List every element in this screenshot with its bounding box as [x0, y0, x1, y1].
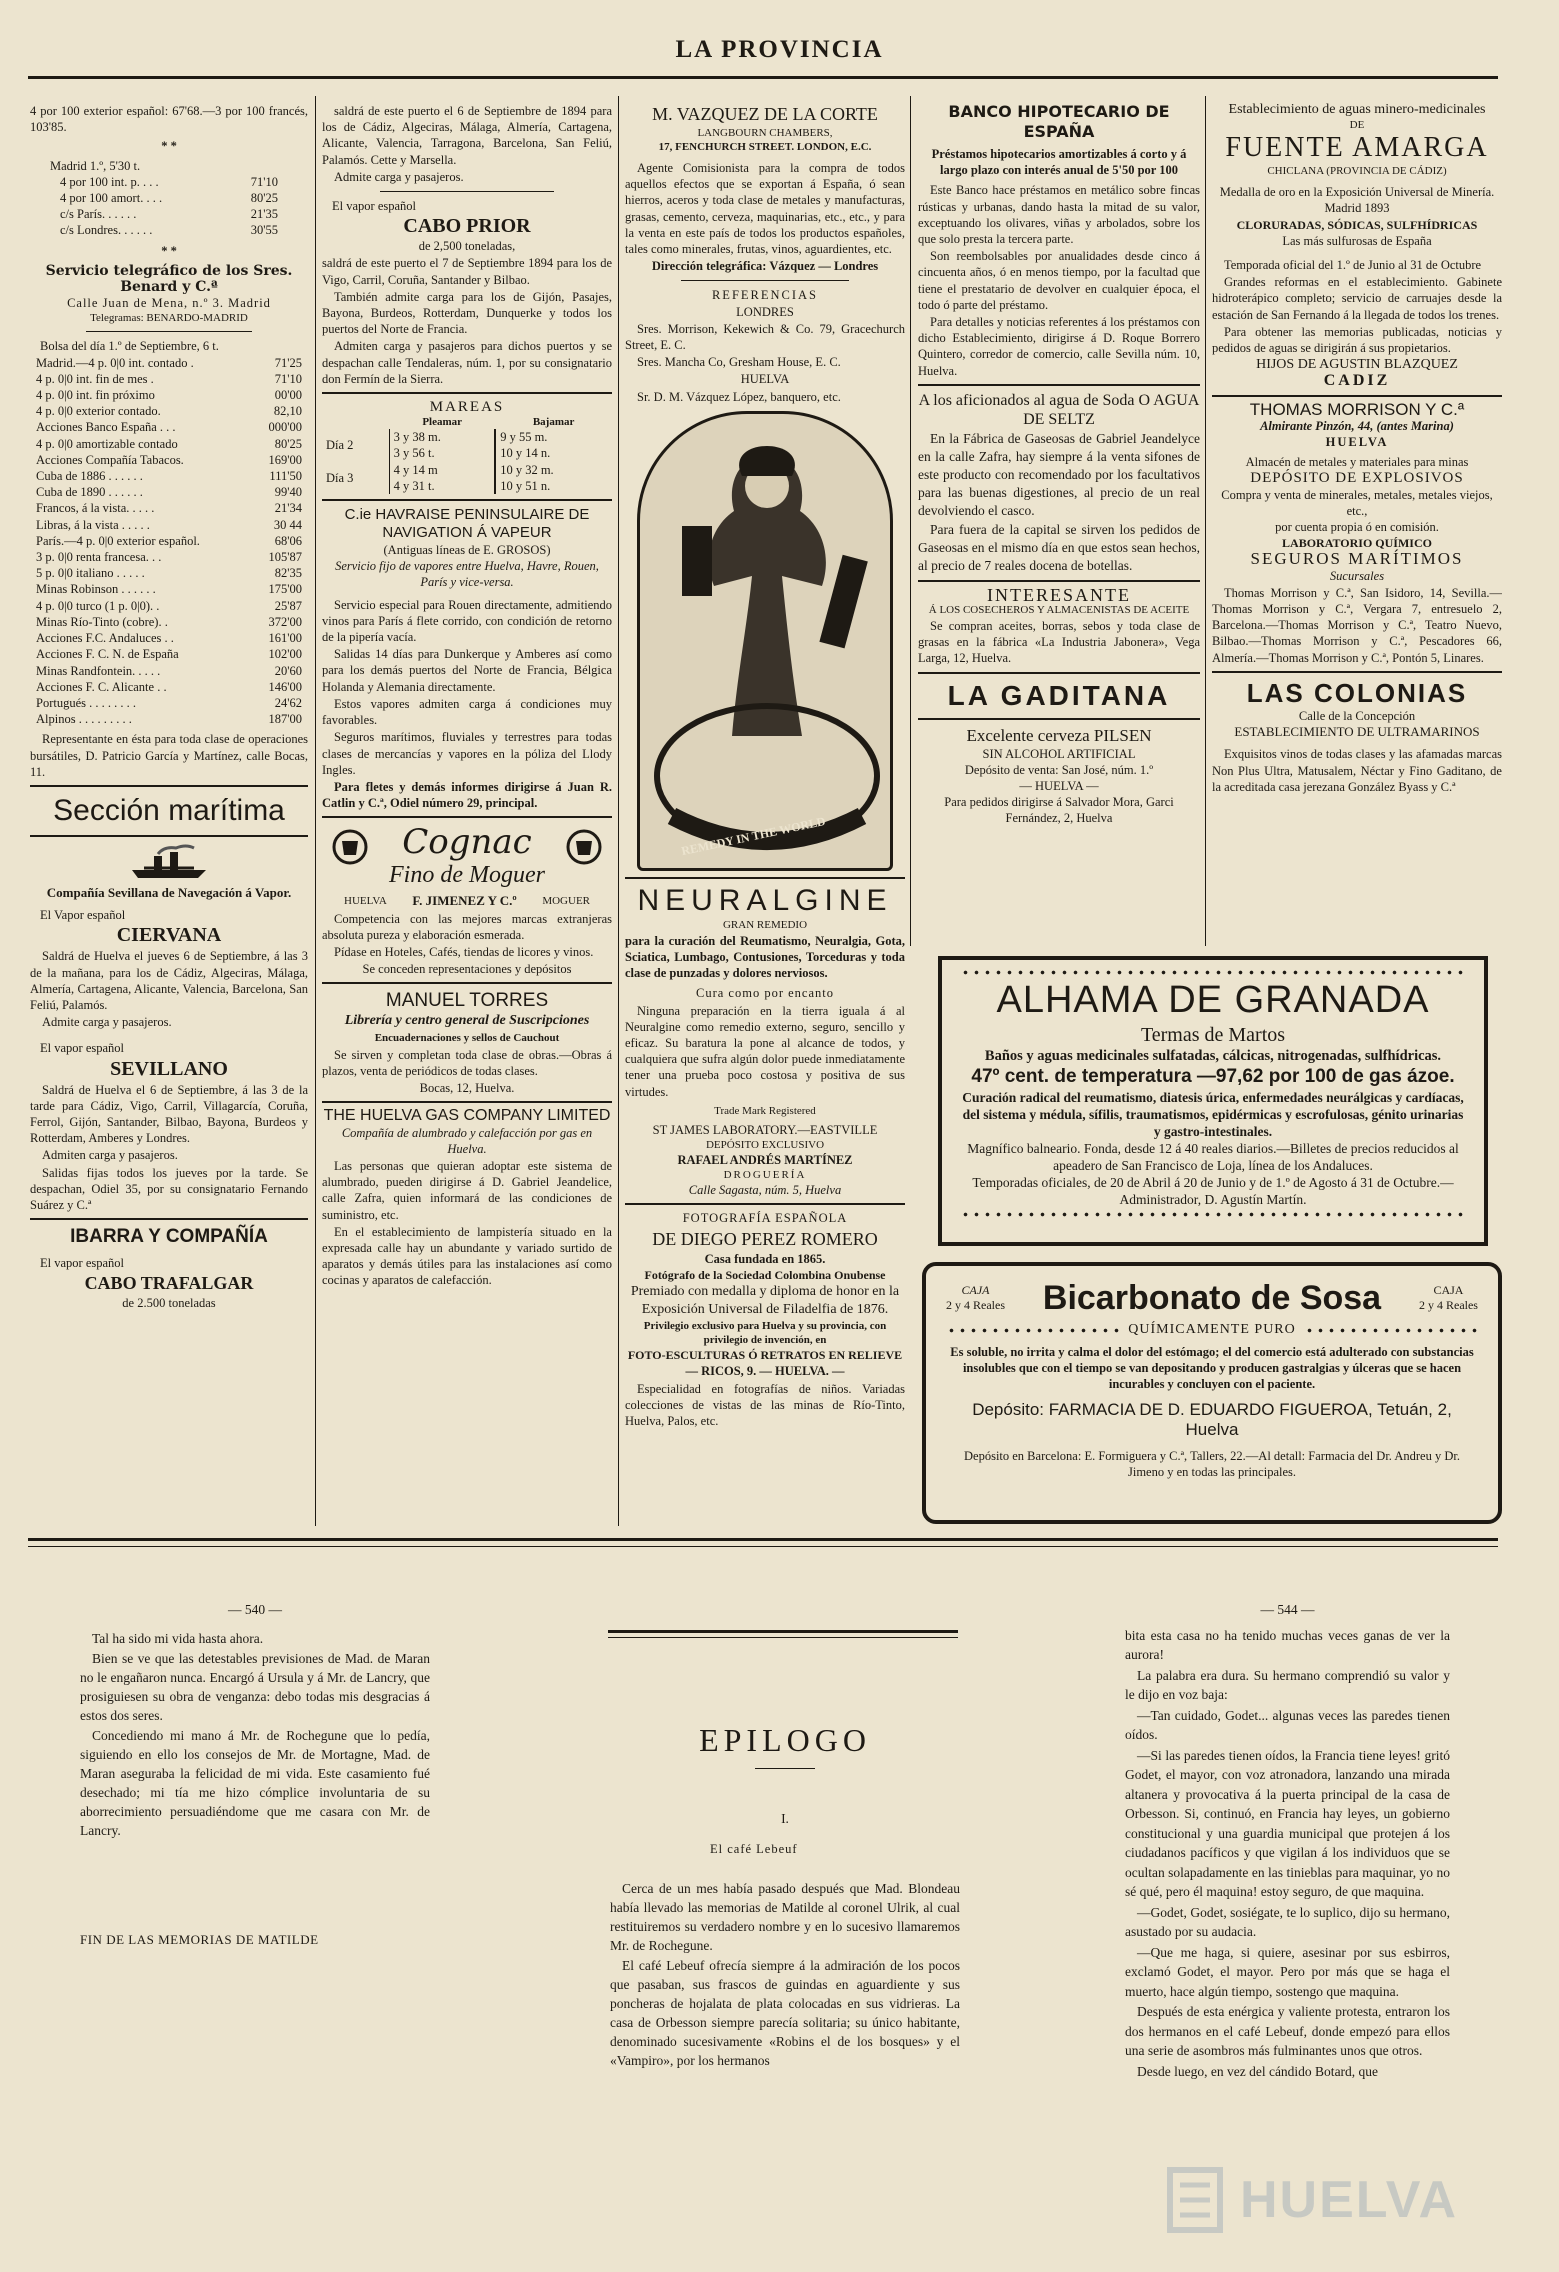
chapter-number: I. — [781, 1811, 789, 1826]
ad-address: Depósito de venta: San José, núm. 1.º — [964, 762, 1154, 777]
lab-name: ST JAMES LABORATORY.—EASTVILLE — [652, 1122, 878, 1137]
company-subtitle: Encuadernaciones y sellos de Cauchout — [374, 1031, 560, 1044]
stock-value: 99'40 — [274, 485, 302, 500]
stock-row — [36, 679, 302, 695]
ship-text: Salidas fijas todos los jueves por la tarde. Se despachan, Odiel 35, por su consignatario Fernando Suárez y C.ª — [30, 1165, 308, 1212]
address-line: LANGBOURN CHAMBERS, — [697, 127, 833, 139]
stock-row — [36, 500, 302, 516]
stock-label: París.—4 p. 0|0 exterior español. — [36, 533, 200, 548]
address-line: 17, FENCHURCH STREET. LONDON, E.C. — [658, 141, 872, 153]
company-title: THE HUELVA GAS COMPANY LIMITED — [323, 1107, 611, 1125]
ad-text: Seguros marítimos, fluviales y terrestres para todas clases de mercancías y vapores en la póliza del Llody Ingles. — [322, 730, 612, 777]
ad-text: Competencia con las mejores marcas extranjeras absoluta pureza y elaboración esmerada. — [322, 911, 612, 942]
trade-mark: Trade Mark Registered — [714, 1104, 816, 1117]
tides-title: MAREAS — [429, 399, 505, 416]
references-city: HUELVA — [740, 372, 790, 387]
ad-subtitle: LABORATORIO QUÍMICO — [1282, 536, 1432, 551]
deposit-label: DEPÓSITO EXCLUSIVO — [705, 1139, 825, 1152]
telegraph-title: Servicio telegráfico de los Sres. Benard y C.ª — [45, 262, 293, 296]
novel-end-label: FIN DE LAS MEMORIAS DE MATILDE — [80, 1932, 319, 1947]
bolsa-title: Bolsa del día 1.º de Septiembre, 6 t. — [40, 339, 219, 354]
ship-text: Saldrá de Huelva el jueves 6 de Septiembre, á las 3 de la mañana, para los de Cádiz, Algeciras, Málaga, Almería, Cartagena, Alicante, Valencia, Barcelona, San Feliú, Palamós. — [30, 949, 308, 1012]
ad-text: por cuenta propia ó en comisión. — [1275, 520, 1439, 535]
company-title: M. VAZQUEZ DE LA CORTE — [652, 104, 878, 124]
stock-value: 24'62 — [274, 695, 302, 710]
ad-text: Grandes reformas en el establecimiento. Gabinete hidroterápico completo; servicio de carruajes desde la estación de San Fernando á la llegada de todos los trenes. — [1212, 275, 1502, 322]
ad-subtitle: DE — [1349, 119, 1365, 132]
ad-text: En la Fábrica de Gaseosas de Gabriel Jeandelyce en la calle Zafra, hay siempre á la venta sifones de este producto con recomendado por los facultativos para las buenas digestiones, al precio de un real devolviendo el casco. — [918, 430, 1200, 518]
stock-label: Acciones Banco España . . . — [36, 420, 176, 435]
ad-text: Compra y venta de minerales, metales, metales viejos, etc., — [1221, 487, 1493, 518]
ad-text: Para detalles y noticias referentes á los préstamos con dicho Establecimiento, dirigirse á D. Roque Borrero Quintero, corredor de comercio, calle Sevilla núm. 10, Huelva. — [918, 315, 1200, 378]
stock-value: 21'34 — [274, 501, 302, 516]
novel-text: —Tan cuidado, Godet... algunas veces las paredes tienen oídos. — [1125, 1707, 1450, 1742]
madrid-title: Madrid 1.º, 5'30 t. — [50, 158, 141, 173]
alhama-text: Curación radical del reumatismo, diatesis úrica, enfermedades neurálgicas y cardíacas, del sistema y médula, sífilis, traumatismos, epidérmicas y escrofulosas, génito urinarias y gastro-intestinales. — [962, 1090, 1464, 1139]
ad-subtitle: CHICLANA (PROVINCIA DE CÁDIZ) — [1267, 165, 1447, 178]
ad-subtitle: ESTABLECIMIENTO DE ULTRAMARINOS — [1234, 724, 1480, 740]
ad-text: Las personas que quieran adoptar este sistema de alumbrado, pueden dirigirse á D. Gabriel Jeandelice, calle Zafra, quien informará de las condiciones de suministro, etc. — [322, 1158, 612, 1222]
stock-value: 82,10 — [273, 404, 302, 419]
cognac-logo — [322, 823, 612, 893]
bicarb-deposit: Depósito: FARMACIA DE D. EDUARDO FIGUEROA, Tetuán, 2, Huelva — [972, 1400, 1452, 1439]
stock-row — [36, 403, 302, 419]
company-title: INTERESANTE — [987, 584, 1131, 605]
crest-icon — [564, 827, 604, 867]
company-title: THOMAS MORRISON Y C.ª — [1249, 399, 1465, 419]
stock-value: 20'60 — [274, 663, 302, 678]
references-city: LONDRES — [736, 304, 794, 319]
stock-value: 30 44 — [273, 517, 302, 532]
stock-value: 105'87 — [268, 550, 302, 565]
stock-value: 111'50 — [269, 469, 302, 484]
stock-row — [36, 468, 302, 484]
bicarb-text: Es soluble, no irrita y calma el dolor del estómago; el del comercio está adulterado con substancias insolubles que con el tiempo se van depositando y producen gastralgias y úlceras que se hacen incurables y concluyen con el paciente. — [950, 1345, 1474, 1391]
steamship-icon — [124, 842, 214, 882]
ad-subtitle: Cura como por encanto — [696, 986, 834, 1001]
ad-text: Estos vapores admiten carga á condiciones muy favorables. — [322, 696, 612, 728]
brand-name: F. JIMENEZ Y C.º — [412, 893, 517, 909]
drugstore-label: DROGUERÍA — [723, 1169, 807, 1182]
ad-text: Se sirven y completan toda clase de obras.—Obras á plazos, venta de periódicos de todas clases. — [322, 1047, 612, 1078]
ad-text: Temporada oficial del 1.º de Junio al 31 de Octubre — [1224, 258, 1482, 273]
alhama-text: Baños y aguas medicinales sulfatadas, cálcicas, nitrogenadas, sulfhídricas. — [984, 1048, 1442, 1064]
ship-tonnage: de 2.500 toneladas — [122, 1296, 216, 1311]
epilogue-title: EPILOGO — [699, 1722, 871, 1758]
stock-row — [36, 355, 302, 371]
stock-label: Acciones Compañía Tabacos. — [36, 452, 184, 467]
ad-text: Este Banco hace préstamos en metálico sobre fincas rústicas y urbanas, dando hasta la mitad de su valor, exceptuando los olivares, viñas y arbolados, sobre los que solo presta la tercera parte. — [918, 183, 1200, 247]
stock-value: 146'00 — [268, 679, 302, 694]
stock-row — [36, 419, 302, 435]
ship-text: También admite carga para los de Gijón, Pasajes, Bayona, Burdeos, Rotterdam, Dunquerke y todos los puertos del Norte de Francia. — [322, 289, 612, 337]
ad-subtitle: GRAN REMEDIO — [722, 918, 808, 931]
novel-text: bita esta casa no ha tenido muchas veces ganas de ver la aurora! — [1125, 1627, 1450, 1662]
ad-subtitle: SEGUROS MARÍTIMOS — [1250, 549, 1464, 569]
stock-row — [36, 663, 302, 679]
epilogue-rule — [608, 1630, 958, 1633]
stock-value: 82'35 — [274, 566, 302, 581]
stock-label: Alpinos . . . . . . . . . — [36, 712, 132, 727]
ship-name: CIERVANA — [116, 924, 222, 947]
novel-left-page — [80, 1600, 430, 2020]
stock-value: 71'10 — [274, 371, 302, 386]
chapter-title: El café Lebeuf — [710, 1842, 798, 1856]
bicarbonato-ad — [922, 1262, 1502, 1524]
fino-title: Fino de Moguer — [389, 862, 545, 889]
archive-watermark — [1160, 2150, 1490, 2250]
column-bolsa: 4 por 100 exterior español: 67'68.—3 por 100 francés, 103'85. * * Madrid 1.º, 5'30 t. 4 por 100 int. p. . . . 71'10 4 por 100 amort. . . . 80'25 c/s París. . . . . . 21'35 c/s Londres. . . . . . 30'55 * * Servicio telegráfico de los Sres. Benard y C.ª Calle Juan de Mena, n.º 3. Madrid Telegramas: BENARDO-MADRID Bolsa del día 1.º de Septiembre, 6 t. Madrid.—4 p. 0|0 int. contado . 71'25 4 p. 0|0 int. fin de mes . 71'10 4 p. 0|0 int. fin próximo 00'00 4 p. 0|0 exterior contado. 82,10 Acciones Banco España . . . 000'00 4 p. 0|0 amortizable contado 80'25 Acciones Compañía Tabacos. 169'00 Cuba de 1886 . . . . . . 111'50 Cuba de 1890 . . . . . . 99'40 Francos, á la vista. . . . . 21'34 Libras, á la vista . . . . . 30 44 París.—4 p. 0|0 exterior español. 68'06 3 p. 0|0 renta francesa. . . 105'87 5 p. 0|0 italiano . . . . . 82'35 Minas Robinson . . . . . . 175'00 4 p. 0|0 turco (1 p. 0|0). . 25'87 Minas Río-Tinto (cobre). . 372'00 Acciones F.C. Andaluces . . 161'00 Acciones F. C. N. de España 102'00 Minas Randfontein. . . . . 20'60 Acciones F. C. Alicante . . 146'00 Portugués . . . . . . . . 24'62 Alpinos . . . . . . . . . 187'00 Representante en ésta para toda clase de operaciones bursátiles, D. Patricio García y Martínez, calle Bocas, 11. Sección marítima Compañía Sevillana de Navegación á Vapor. El Vapor español CIERVANA Saldrá de Huelva el jueves 6 de Septiembre, á las 3 de la mañana, para los de Cádiz, Algeciras, Málaga, Almería, Cartagena, Alicante, Valencia, Barcelona, San Feliú, Palamós. Admite carga y pasajeros. El vapor español SEVILLANO Saldrá de Huelva el 6 de Septiembre, á las 3 de la tarde para Cádiz, Vigo, Carril, Villagarcía, Coruña, Ferrol, Gijón, Santander, Bilbao, Bayona, Burdeos y Rotterdam, Amberes y Londres. Admiten carga y pasajeros. Salidas fijas todos los jueves por la tarde. Se despachan, Odiel 35, por su consignatario Fernando Suárez y C.ª IBARRA Y COMPAÑÍA El vapor español CABO TRAFALGAR de 2.500 toneladas — [30, 104, 308, 1311]
madrid-row: c/s París. . . . . . 21'35 — [60, 207, 278, 222]
references-title: REFERENCIAS — [711, 288, 819, 303]
novel-text: Concediendo mi mano á Mr. de Rochegune que lo pedía, siguiendo en ello los consejos de Mr. de Mortagne, Mad. de Maran aseguraba la felicidad de mi vida. Este casamiento fué desechado; mi tía me hizo cómplice involuntaria de su aborrecimiento persuadiéndome que me casara con Mr. de Lancry. — [80, 1728, 430, 1838]
novel-middle-page — [610, 1720, 960, 2160]
vapor-label: El Vapor español — [40, 908, 126, 923]
stock-row — [36, 630, 302, 646]
ship-text: Admiten carga y pasajeros para dichos puertos y se despachan calle Tendaleras, núm. 1, por su consignatario don Fermín de la Sierra. — [322, 339, 612, 386]
company-subtitle: (Antiguas líneas de E. GROSOS) — [383, 543, 551, 558]
ad-text: Se compran aceites, borras, sebos y toda clase de grasas en la fábrica «La Industria Jabonera», Vega Larga, 12, Huelva. — [918, 619, 1200, 666]
ad-signature: CADIZ — [1323, 372, 1391, 390]
ship-name: SEVILLANO — [110, 1057, 228, 1080]
stock-row — [36, 371, 302, 387]
ad-address: Calle Sagasta, núm. 5, Huelva — [688, 1183, 842, 1198]
ad-text: Sres. Morrison, Kekewich & Co. 79, Gracechurch Street, E. C. — [625, 321, 905, 353]
novel-text: —Que me haga, si quiere, asesinar por sus esbirros, exclamó Godet, el mayor. Pero por más que se haga el muerto, hace algún tiempo, sostengo que maquina. — [1125, 1944, 1450, 1999]
col-divider — [315, 96, 316, 1526]
stock-row — [36, 452, 302, 468]
tide-day: Día 3 — [322, 462, 389, 494]
ad-text: Se conceden representaciones y depósitos — [362, 962, 572, 977]
remedy-banner: REMEDY IN THE WORLD — [680, 813, 827, 858]
fuente-title: FUENTE AMARGA — [1225, 132, 1489, 164]
ad-address: — RICOS, 9. — HUELVA. — — [685, 1364, 845, 1379]
ad-text: Medalla de oro en la Exposición Universal de Minería. Madrid 1893 — [1219, 185, 1495, 216]
ad-text: para la curación del Reumatismo, Neuralgia, Gota, Sciatica, Lumbago, Contusiones, Torceduras y toda clase de punzadas y dolores nerviosos. — [625, 933, 905, 981]
ad-address: Bocas, 12, Huelva. — [419, 1081, 515, 1096]
ad-subtitle: SIN ALCOHOL ARTIFICIAL — [982, 746, 1136, 761]
novel-text: Después de esta enérgica y valiente protesta, entraron los dos hermanos en el café Lebeuf, donde empezó para ellos una serie de asombros más fulminantes unos que otros. — [1125, 2004, 1450, 2058]
stock-label: Acciones F.C. Andaluces . . — [36, 631, 174, 646]
column-vazquez — [625, 102, 905, 1532]
neuralgine-illustration — [637, 411, 893, 871]
ad-text: Las más sulfurosas de España — [1282, 233, 1432, 248]
archive-logo-icon — [1160, 2160, 1230, 2240]
ad-text: Sr. D. M. Vázquez López, banquero, etc. — [637, 389, 841, 404]
alhama-temperature: 47º cent. de temperatura —97,62 por 100 de gas ázoe. — [971, 1066, 1455, 1087]
ad-text: Para pedidos dirigirse á Salvador Mora, Garci Fernández, 2, Huelva — [944, 795, 1174, 826]
ad-text: Para fuera de la capital se sirven los pedidos de Gaseosas en el mismo día en que estos sean hechos, al precio de 7 reales docena de botellas. — [918, 521, 1200, 573]
ad-text: Para obtener las memorias publicadas, noticias y pedidos de aguas se dirigirán á sus propietarios. — [1212, 324, 1502, 356]
ship-note: Admite carga y pasajeros. — [42, 1015, 172, 1030]
stock-label: Portugués . . . . . . . . — [36, 695, 136, 710]
stock-label: Minas Río-Tinto (cobre). . — [36, 614, 168, 629]
ad-subtitle: Préstamos hipotecarios amortizables á corto y á largo plazo con interés anual de 5'50 por 100 — [931, 147, 1187, 178]
novel-text: Bien se ve que las detestables previsiones de Mad. de Maran no le engañaron nunca. Encargó á Ursula y á Mr. de Lancry, que prosiguiesen su obra de venganza: debo todas mis desgracias á estos dos seres. — [80, 1651, 430, 1723]
company-title: C.ie HAVRAISE PENINSULAIRE DE NAVIGATION Á VAPEUR — [344, 506, 590, 542]
stock-label: Cuba de 1890 . . . . . . — [36, 485, 143, 500]
novel-text: Desde luego, en vez del cándido Botard, que — [1137, 2063, 1379, 2079]
woman-illustration-icon — [642, 416, 892, 866]
ship-tonnage: de 2,500 toneladas, — [418, 239, 516, 254]
company-title: BANCO HIPOTECARIO DE ESPAÑA — [948, 102, 1170, 141]
price-label: 2 y 4 Reales — [946, 1298, 1005, 1312]
bolsa-list — [30, 355, 308, 728]
stock-row — [36, 614, 302, 630]
col-divider — [618, 96, 619, 1526]
box-label: CAJA — [961, 1283, 990, 1297]
column-fuente — [1212, 102, 1502, 942]
stock-row — [36, 517, 302, 533]
ad-text: Pídase en Hoteles, Cafés, tiendas de licores y vinos. — [334, 944, 594, 959]
novel-text: El café Lebeuf ofrecía siempre á la admiración de los pocos que pasaban, sus frascos de guindas en aguardiente y sus poncheras de hojalata de plata colocadas en sus vidrieras. La casa de Orbesson siempre parecía solitaria; su único habitante, denominado sucesivamente «Robins el de los bosques» y el «Vampiro», por los hermanos — [610, 1958, 960, 2068]
stock-value: 175'00 — [268, 582, 302, 597]
novel-text: Tal ha sido mi vida hasta ahora. — [92, 1631, 264, 1646]
novel-text: Cerca de un mes había pasado después que Mad. Blondeau había llevado las memorias de Matilde al coronel Ulrik, al cual restituiremos su verdadero nombre y en lo sucesivo llamaremos Mr. de Rochegune. — [610, 1881, 960, 1953]
stock-label: Madrid.—4 p. 0|0 int. contado . — [36, 355, 194, 370]
novel-text: La palabra era dura. Su hermano comprendió su valor y le dijo en voz baja: — [1125, 1667, 1450, 1702]
stock-label: 4 p. 0|0 amortizable contado — [36, 436, 178, 451]
druggist-name: RAFAEL ANDRÉS MARTÍNEZ — [677, 1153, 853, 1168]
stock-label: Francos, á la vista. . . . . — [36, 501, 155, 516]
stock-value: 372'00 — [268, 614, 302, 629]
gaditana-title: LA GADITANA — [947, 679, 1171, 711]
company-title: IBARRA Y COMPAÑÍA — [70, 1226, 268, 1248]
madrid-list — [60, 174, 278, 239]
ad-subtitle: CLORURADAS, SÓDICAS, SULFHÍDRICAS — [1236, 217, 1478, 232]
section-divider — [28, 1546, 1498, 1547]
ad-text: Casa fundada en 1865. — [704, 1251, 826, 1266]
stock-label: Libras, á la vista . . . . . — [36, 517, 150, 532]
stock-value: 71'25 — [274, 355, 302, 370]
stock-label: Minas Robinson . . . . . . — [36, 582, 156, 597]
stock-value: 000'00 — [268, 420, 302, 435]
ship-name: CABO TRAFALGAR — [84, 1273, 254, 1294]
stock-label: 4 p. 0|0 exterior contado. — [36, 404, 161, 419]
company-subtitle: Compañía de alumbrado y calefacción por gas en Huelva. — [341, 1125, 593, 1156]
stock-label: Acciones F. C. Alicante . . — [36, 679, 167, 694]
madrid-row: 4 por 100 amort. . . . 80'25 — [60, 191, 278, 206]
ad-text: Agente Comisionista para la compra de todos aquellos efectos que se exportan á España, ó sean hierros, aceros y toda clase de metales y manufacturas, grasas, cemento, cerveza, maquinarias, etc., etc., y para la venta en este país de todos los productos españoles, tales como minerales, frutas, vinos, aguardientes, etc. — [625, 161, 905, 257]
crest-icon — [330, 827, 370, 867]
ad-subtitle: Establecimiento de aguas minero-medicinales — [1228, 102, 1486, 117]
ad-subtitle: Á LOS COSECHEROS Y ALMACENISTAS DE ACEITE — [928, 604, 1190, 617]
stock-row — [36, 549, 302, 565]
ship-text: saldrá de este puerto el 6 de Septiembre de 1894 para los de Cádiz, Algeciras, Málaga, Almería, Cartagena, Alicante, Valencia, Tarragona, Barcelona, San Feliú, Palamós. Cette y Marsella. — [322, 104, 612, 167]
colonias-title: LAS COLONIAS — [1246, 677, 1468, 708]
stock-label: 5 p. 0|0 italiano . . . . . — [36, 566, 145, 581]
city-label: HUELVA — [344, 895, 387, 908]
ad-text: Salidas 14 días para Dunkerque y Amberes así como para los demás puertos del Norte de Francia, Bélgica Holanda y Alemania directamente. — [322, 647, 612, 694]
ad-address: HUELVA — [1325, 435, 1389, 450]
city-label: MOGUER — [542, 895, 590, 908]
stock-label: 4 p. 0|0 int. fin de mes . — [36, 371, 154, 386]
stock-value: 25'87 — [274, 598, 302, 613]
col-divider — [1205, 96, 1206, 946]
madrid-row: 4 por 100 int. p. . . . 71'10 — [60, 174, 278, 189]
stock-row — [36, 387, 302, 403]
stock-label: 4 p. 0|0 turco (1 p. 0|0). . — [36, 598, 160, 613]
company-title: Compañía Sevillana de Navegación á Vapor. — [46, 884, 292, 900]
company-title: A los aficionados al agua de Soda O AGUA DE SELTZ — [918, 391, 1200, 428]
bicarb-text: Depósito en Barcelona: E. Formiguera y C.ª, Tallers, 22.—Al detall: Farmacia del Dr. Andreu y Dr. Jimeno y en todas las principales. — [964, 1449, 1460, 1479]
stock-row — [36, 533, 302, 549]
section-divider — [28, 1538, 1498, 1541]
watermark-text: HUELVA — [1240, 2171, 1459, 2229]
novel-text: —Godet, Godet, sosiégate, te lo suplico, dijo su hermano, asustado por su audacia. — [1125, 1904, 1450, 1939]
ad-text: Servicio especial para Rouen directamente, admitiendo vinos para París á flete corrido, con condición de retorno de la pipería vacía. — [322, 597, 612, 645]
neuralgine-title: NEURALGINE — [637, 883, 893, 917]
ad-address: Almirante Pinzón, 44, (antes Marina) — [1260, 418, 1454, 433]
col-divider — [910, 96, 911, 946]
stock-label: Cuba de 1886 . . . . . . — [36, 469, 143, 484]
stock-row — [36, 646, 302, 662]
stock-label: 3 p. 0|0 renta francesa. . . — [36, 550, 162, 565]
page-number: — 544 — — [1260, 1602, 1315, 1617]
stock-label: Acciones F. C. N. de España — [36, 647, 179, 662]
ad-text: Para fletes y demás informes dirigirse á Juan R. Catlin y C.ª, Odiel número 29, principal. — [322, 779, 612, 811]
ad-text: Privilegio exclusivo para Huelva y su provincia, con privilegio de invención, en — [643, 1320, 887, 1347]
telegraph-address: Calle Juan de Mena, n.º 3. Madrid — [67, 296, 271, 311]
ad-address: Calle de la Concepción — [1298, 708, 1416, 723]
stock-value: 187'00 — [268, 712, 302, 727]
tide-day: Día 2 — [322, 429, 389, 461]
stock-row — [36, 598, 302, 614]
alhama-text: Magnífico balneario. Fonda, desde 12 á 40 reales diarios.—Billetes de precios reducidos al apeadero de San Francisco de Loja, línea de los Andaluces. — [967, 1141, 1459, 1173]
vapor-label: El vapor español — [332, 199, 417, 214]
box-label: CAJA — [1433, 1283, 1464, 1297]
price-label: 2 y 4 Reales — [1418, 1298, 1478, 1312]
stock-value: 68'06 — [274, 533, 302, 548]
stock-row — [36, 565, 302, 581]
stock-row — [36, 711, 302, 727]
ad-text: Ninguna preparación en la tierra iguala á al Neuralgine como remedio externo, seguro, sencillo y eficaz. Su baratura la pone al alcance de todos, y cualquiera que sufra algún dolor puede inmediatamente tener una prueba poco costosa y positiva de sus virtudes. — [625, 1003, 905, 1099]
madrid-row: c/s Londres. . . . . . 30'55 — [60, 223, 278, 238]
alhama-ad — [938, 956, 1488, 1246]
ship-text: saldrá de este puerto el 7 de Septiembre 1894 para los de Vigo, Carril, Coruña, Santander y Bilbao. — [322, 256, 612, 287]
ship-name: CABO PRIOR — [403, 215, 531, 238]
stock-value: 169'00 — [268, 452, 302, 467]
tides-table: Pleamar Bajamar Día 2 3 y 38 m. 3 y 56 t. 9 y 55 m. 10 y 14 n. Día 3 4 y 14 m 4 y 31 t. 10 y 32 m. 10 y 51 n. — [322, 415, 612, 494]
ship-note: Admite carga y pasajeros. — [334, 169, 464, 184]
company-subtitle: Servicio fijo de vapores entre Huelva, Havre, Rouen, París y vice-versa. — [335, 559, 599, 590]
intro-text: 4 por 100 exterior español: 67'68.—3 por 100 francés, 103'85. — [30, 104, 308, 135]
company-subtitle: Librería y centro general de Suscripciones — [344, 1013, 590, 1029]
bicarbonato-title: Bicarbonato de Sosa — [1042, 1279, 1382, 1317]
ship-text: Saldrá de Huelva el 6 de Septiembre, á las 3 de la tarde para Cádiz, Vigo, Carril, Villagarcía, Coruña, Ferrol, Gijón, Santander, Bilbao, Bayona, Burdeos y Rotterdam, Amberes y Londres. — [30, 1082, 308, 1146]
vapor-label: El vapor español — [40, 1041, 125, 1056]
ad-text: En el establecimiento de lampistería situado en la expresada calle hay un abundante y variado surtido de aparatos y demás útiles para las instalaciones así como cocinas y aparatos de calefacción. — [322, 1224, 612, 1288]
alhama-title: ALHAMA DE GRANADA — [996, 979, 1430, 1021]
ad-subtitle: DEPÓSITO DE EXPLOSIVOS — [1250, 470, 1464, 487]
ad-text: Thomas Morrison y C.ª, San Isidoro, 14, Sevilla.—Thomas Morrison y C.ª, Vergara 7, entresuelo 2, Barcelona.—Thomas Morrison y C.ª, Teatro Nuevo, Bilbao.—Thomas Morrison y C.ª, Pescadores 66, Almería.—Thomas Morrison y C.ª, Pontón 5, Linares. — [1212, 585, 1502, 665]
newspaper-title: LA PROVINCIA — [675, 36, 884, 63]
company-title: DE DIEGO PEREZ ROMERO — [652, 1228, 878, 1249]
ad-text: Exquisitos vinos de todas clases y las afamadas marcas Non Plus Ultra, Matusalem, Néctar y Fino Gaditano, de la acreditada casa jerezana González Byass y C.ª — [1212, 747, 1502, 794]
vapor-label: El vapor español — [40, 1256, 125, 1271]
column-banco — [918, 102, 1200, 942]
ad-text: Premiado con medalla y diploma de honor en la Exposición Universal de Filadelfia de 1876. — [630, 1284, 900, 1318]
purity-label: QUÍMICAMENTE PURO — [1128, 1322, 1296, 1337]
stock-row — [36, 581, 302, 597]
stock-value: 102'00 — [268, 647, 302, 662]
stock-row — [36, 695, 302, 711]
ad-address: — HUELVA — — [1019, 779, 1099, 794]
ad-text: Fotógrafo de la Sociedad Colombina Onubense — [644, 1267, 886, 1282]
tide-header: Pleamar — [422, 416, 463, 429]
stock-label: Minas Randfontein. . . . . — [36, 663, 161, 678]
section-title: Sección marítima — [53, 793, 285, 827]
company-title: FOTOGRAFÍA ESPAÑOLA — [682, 1211, 848, 1226]
stock-row — [36, 436, 302, 452]
ad-subtitle: Sucursales — [1329, 568, 1385, 583]
representative-text: Representante en ésta para toda clase de operaciones bursátiles, D. Patricio García y Martínez, calle Bocas, 11. — [30, 732, 308, 779]
ad-text: Son reembolsables por anualidades desde cinco á cincuenta años, ó en menos tiempo, por la facultad que tiene el prestatario de devolver en cualquier época, el todo ó parte del préstamo. — [918, 249, 1200, 312]
alhama-text: Temporadas oficiales, de 20 de Abril á 20 de Junio y de 1.º de Agosto á 31 de Octubre.—Administrador, D. Agustín Martín. — [972, 1175, 1454, 1207]
stock-value: 80'25 — [274, 436, 302, 451]
ad-text: FOTO-ESCULTURAS Ó RETRATOS EN RELIEVE — [627, 1348, 903, 1363]
page-number: — 540 — — [228, 1602, 282, 1617]
stock-value: 161'00 — [268, 631, 302, 646]
telegraph-address: Dirección telegráfica: Vázquez — Londres — [651, 259, 879, 274]
ad-text: Especialidad en fotografías de niños. Variadas colecciones de vistas de las minas de Río-Tinto, Huelva, Palos, etc. — [625, 1381, 905, 1428]
stock-row — [36, 484, 302, 500]
stock-label: 4 p. 0|0 int. fin próximo — [36, 388, 155, 403]
ship-note: Admiten carga y pasajeros. — [42, 1148, 178, 1163]
epilogue-rule — [608, 1637, 958, 1638]
alhama-subtitle: Termas de Martos — [1140, 1024, 1286, 1046]
masthead — [0, 36, 1559, 64]
tide-header: Bajamar — [532, 416, 575, 429]
stock-value: 00'00 — [274, 388, 302, 403]
ad-text: Sres. Mancha Co, Gresham House, E. C. — [637, 355, 841, 370]
company-title: MANUEL TORRES — [385, 990, 549, 1012]
column-navigation — [322, 102, 612, 1532]
telegraph-cable: Telegramas: BENARDO-MADRID — [90, 312, 248, 325]
masthead-rule — [28, 76, 1498, 79]
ad-signature: HIJOS DE AGUSTIN BLAZQUEZ — [1256, 357, 1458, 373]
ad-text: Almacén de metales y materiales para minas — [1245, 455, 1469, 470]
novel-text: —Si las paredes tienen oídos, la Francia tiene leyes! gritó Godet, el mayor, con voz atronadora, lanzando una mirada altanera y provocativa á la puerta principal de la casa de Orbesson. Si, continuó, en Francia hay leyes, un gobierno constitucional y una guardia municipal que protejen á los ciudadanos pacíficos y que vigilan á los individuos que se ocultan solapadamente en las tinieblas para maquinar, yo no sé qué, pero él maquina! estoy seguro, de que maquina. — [1125, 1747, 1450, 1899]
cognac-title: Cognac — [402, 822, 532, 863]
beer-title: Excelente cerveza PILSEN — [966, 725, 1152, 745]
